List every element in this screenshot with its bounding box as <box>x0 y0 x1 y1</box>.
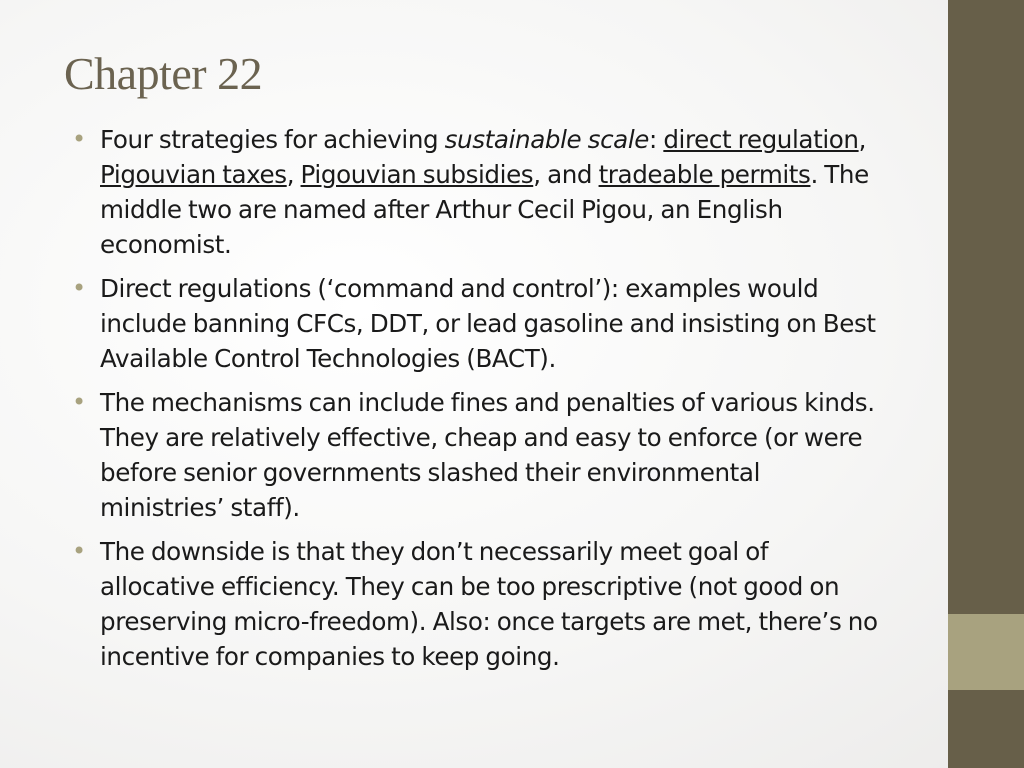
bullet-marker: • <box>72 537 86 565</box>
emphasis-sustainable-scale: sustainable scale <box>444 125 650 154</box>
term-pigouvian-subsidies: Pigouvian subsidies <box>300 160 534 189</box>
bullet-list <box>72 122 882 683</box>
bullet-marker: • <box>72 274 86 302</box>
slide-title: Chapter 22 <box>64 48 263 99</box>
text-run: , and <box>533 160 599 189</box>
bullet-mechanisms <box>72 385 882 525</box>
bullet-marker: • <box>72 125 86 153</box>
text-run: Four strategies for achieving <box>100 125 445 154</box>
bullet-text: The downside is that they don’t necessarily meet goal of allocative efficiency. They can be too prescriptive (not good on preserving micro-freedom). Also: once targets are met, there’s no incentive for companies to keep going. <box>100 537 878 671</box>
bullet-text: Direct regulations (‘command and control’): examples would include banning CFCs, DDT, or lead gasoline and insisting on Best Available Control Technologies (BACT). <box>100 274 876 373</box>
bullet-downside <box>72 534 882 674</box>
term-pigouvian-taxes: Pigouvian taxes <box>100 160 287 189</box>
bullet-marker: • <box>72 388 86 416</box>
text-run: , <box>858 125 867 154</box>
bullet-text: The mechanisms can include fines and penalties of various kinds. They are relatively effective, cheap and easy to enforce (or were before senior governments slashed their environmental ministries’ staff). <box>100 388 875 522</box>
term-direct-regulation: direct regulation <box>663 125 859 154</box>
text-run: . The middle two are named after Arthur Cecil Pigou, an English economist. <box>100 160 869 259</box>
bullet-direct-regulations <box>72 271 882 376</box>
text-run: , <box>286 160 301 189</box>
term-tradeable-permits: tradeable permits <box>598 160 811 189</box>
text-run: : <box>649 125 664 154</box>
decorative-accent-block <box>948 614 1024 690</box>
bullet-strategies <box>72 122 882 262</box>
